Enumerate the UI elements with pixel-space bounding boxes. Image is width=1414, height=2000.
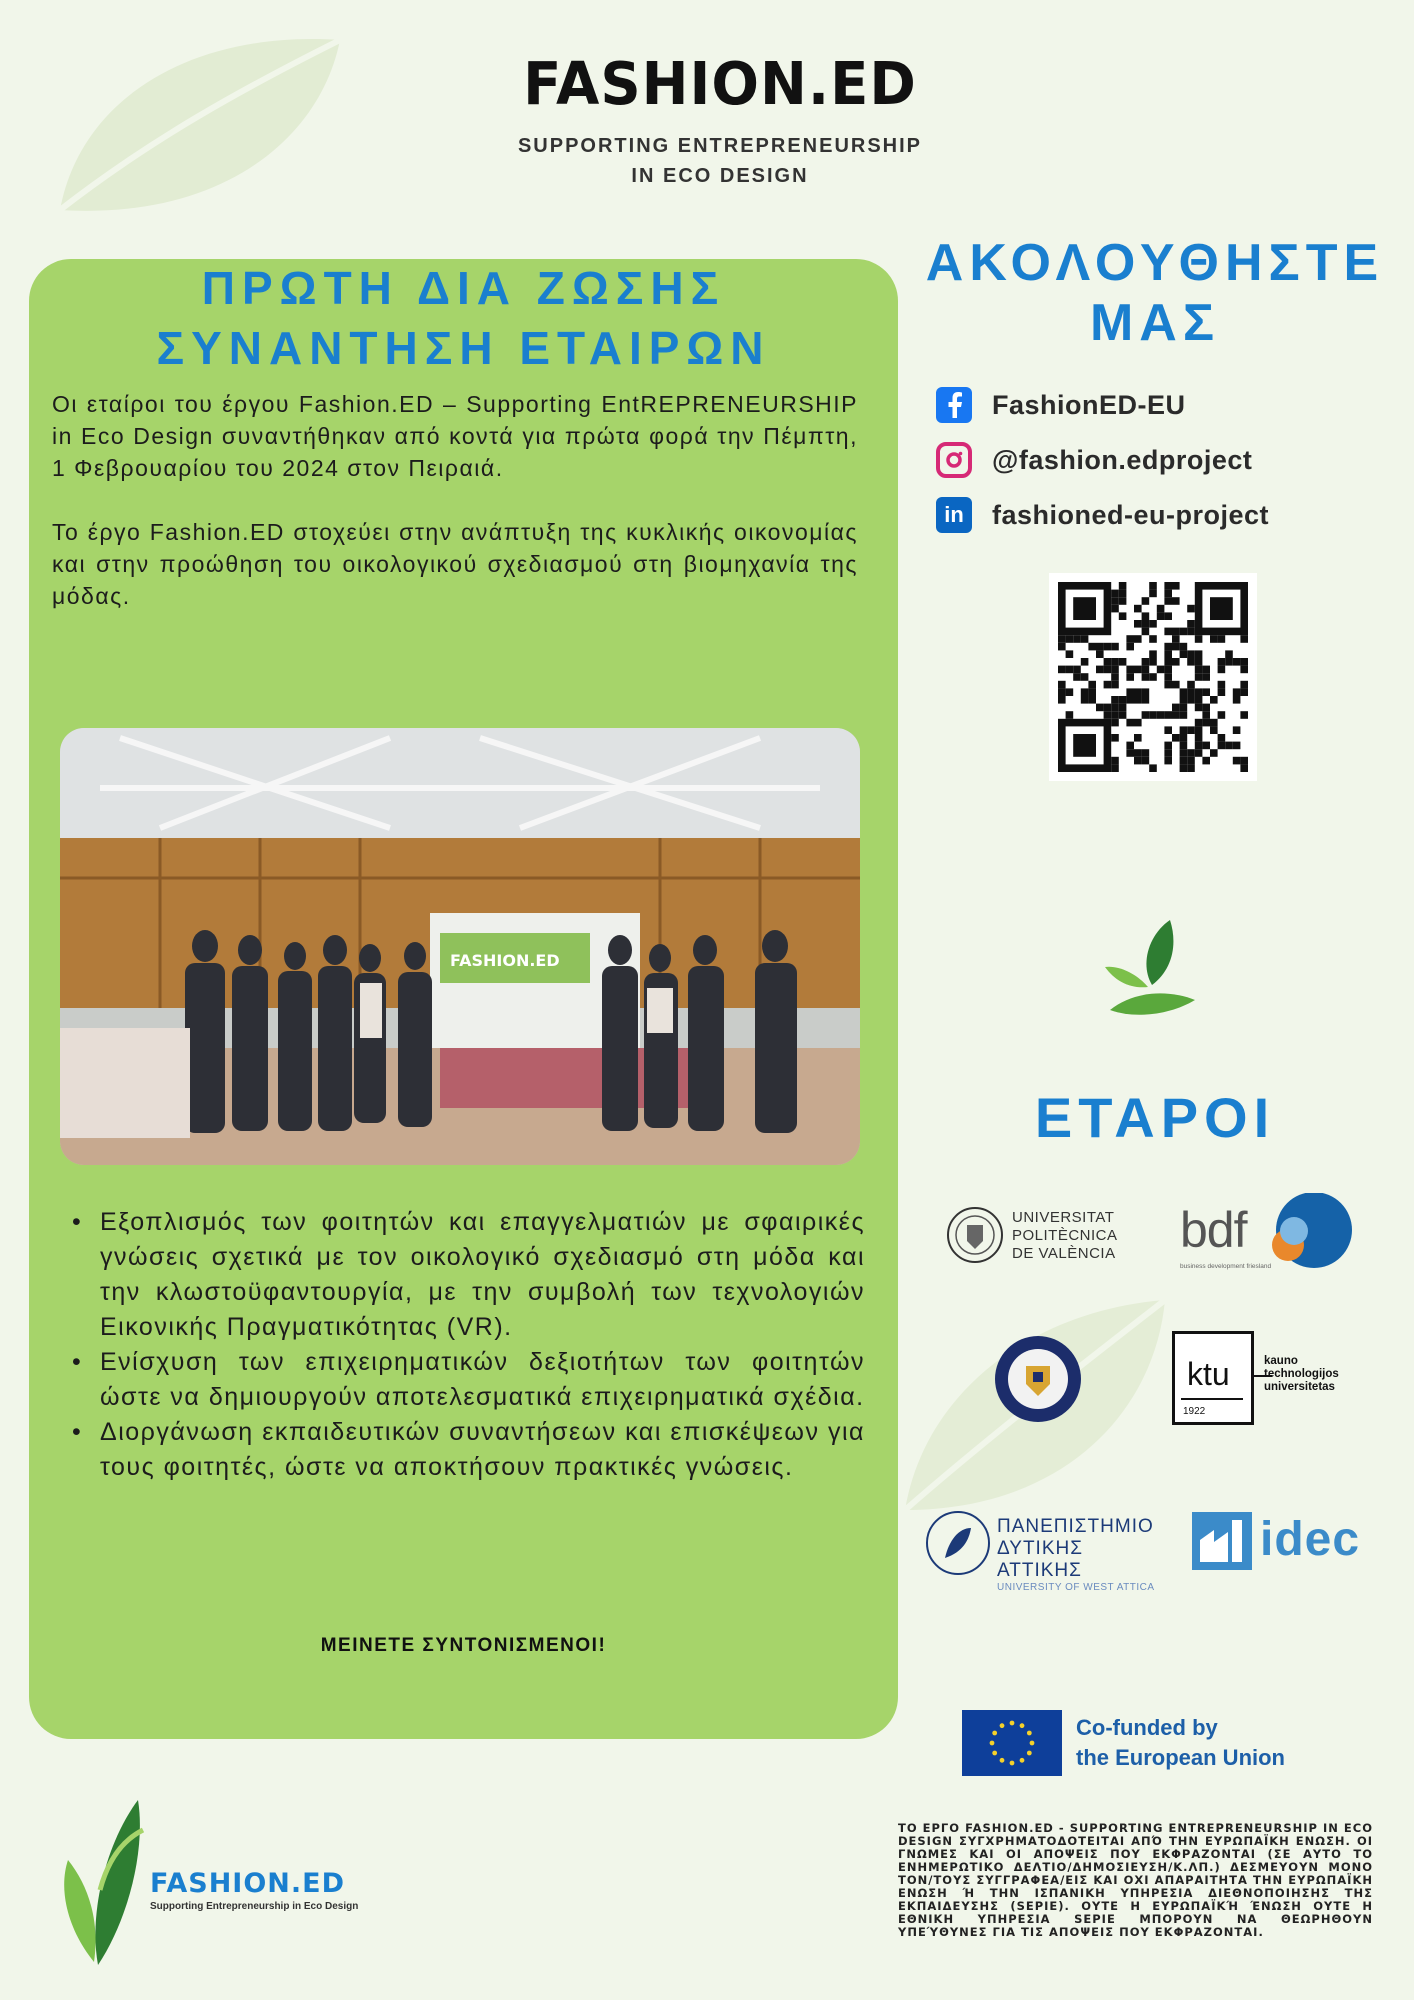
ktu-line: technologijos: [1264, 1368, 1339, 1380]
idec-name: idec: [1260, 1513, 1361, 1566]
uniwa-line: ΠΑΝΕΠΙΣΤΗΜΙΟ: [997, 1516, 1154, 1537]
ktu-name: [1264, 1355, 1339, 1394]
footer-brand-name: FASHION.ED: [150, 1868, 345, 1899]
ktu-divider: [1181, 1398, 1243, 1400]
brand-title: FASHION.ED: [523, 50, 917, 119]
intro-text: [52, 388, 858, 612]
upv-name: [1012, 1209, 1118, 1263]
intro-paragraph-1: Οι εταίροι του έργου Fashion.ED – Supporting EntREPRENEURSHIP in Eco Design συναντήθηκαν από κοντά για πρώτα φορά την Πέμπτη, 1 Φεβρουαρίου του 2024 στον Πειραιά.: [52, 391, 858, 481]
follow-title-line-1: ΑΚΟΛΟΥΘΗΣΤΕ: [925, 234, 1385, 292]
intro-paragraph-2: Το έργο Fashion.ED στοχεύει στην ανάπτυξη της κυκλικής οικονομίας και στην προώθηση του οικολογικού σχεδιασμού στη βιομηχανία της μόδας.: [52, 519, 858, 609]
goal-item: • Εξοπλισμός των φοιτητών και επαγγελματιών με σφαιρικές γνώσεις σχετικά με τον οικολογικό σχεδιασμό στη μόδα και την κλωστοϋφαντουργία, με την συμβολή των τεχνολογιών Εικονικής Πραγματικότητας (VR).: [70, 1205, 865, 1345]
eu-flag-icon: [962, 1710, 1062, 1776]
ktu-year: 1922: [1183, 1406, 1206, 1417]
upv-line: DE VALÈNCIA: [1012, 1245, 1116, 1262]
goals-list: [70, 1205, 865, 1485]
uniwa-name: [997, 1516, 1170, 1593]
leaf-logo-icon: [1100, 915, 1200, 1025]
goal-item: • Διοργάνωση εκπαιδευτικών συναντήσεων και επισκέψεων για τους φοιτητές, ώστε να αποκτήσουν πρακτικές γνώσεις.: [70, 1415, 865, 1485]
tagline-line-1: SUPPORTING ENTREPRENEURSHIP: [517, 135, 923, 157]
uniwa-line: UNIVERSITY OF WEST ATTICA: [997, 1582, 1155, 1593]
panel-title-line-2: ΣΥΝΑΝΤΗΣΗ ΕΤΑΙΡΩΝ: [156, 322, 771, 374]
page-header: [420, 52, 1020, 191]
goal-item: • Ενίσχυση των επιχειρηματικών δεξιοτήτων των φοιτητών ώστε να δημιουργούν αποτελεσματικά επιχειρηματικά σχέδια.: [70, 1345, 865, 1415]
funding-disclaimer: ΤΟ ΕΡΓΟ FASHION.ED - SUPPORTING ENTREPRENEURSHIP IN ECO DESIGN ΣΥΓΧΡΗΜΑΤΟΔΟΤΕΙΤΑΙ ΑΠΌ ΤΗΝ ΕΥΡΩΠΑΪΚΗ ΕΝΩΣΗ. ΟΙ ΓΝΩΜΕΣ ΚΑΙ ΟΙ ΑΠΟΨΕΙΣ ΠΟΥ ΕΚΦΡΑΖΟΝΤΑΙ (ΣΕ ΑΥΤΟ ΤΟ ΕΝΗΜΕΡΩΤΙΚΟ ΔΕΛΤΙΟ/ΔΗΜΟΣΙΕΥΣΗ/Κ.ΛΠ.) ΔΕΣΜΕΥΟΥΝ ΜΟΝΟ ΤΟΝ/ΤΟΥΣ ΣΥΓΓΡΑΦΕΑ/ΕΙΣ ΚΑΙ ΟΧΙ ΑΠΑΡΑΙΤΗΤΑ ΤΗΝ ΕΥΡΩΠΑΪΚΗ ΕΝΩΣΗ Ή ΤΗΝ ΙΣΠΑΝΙΚΗ ΥΠΗΡΕΣΙΑ ΔΙΕΘΝΟΠΟΙΗΣΗΣ ΤΗΣ ΕΚΠΑΙΔΕΥΣΗΣ (SEPIE). ΟΥΤΕ Η ΕΥΡΩΠΑΪΚΉ ΈΝΩΣΗ ΟΥΤΕ Η ΕΘΝΙΚΗ ΥΠΗΡΕΣΙΑ SEPIE ΜΠΟΡΟΥΝ ΝΑ ΘΕΩΡΗΘΟΥΝ ΥΠΕΎΘΥΝΕΣ ΓΙΑ ΤΙΣ ΑΠΟΨΕΙΣ ΠΟΥ ΕΚΦΡΑΖΟΝΤΑΙ.: [898, 1821, 1373, 1939]
meeting-photo: [60, 728, 860, 1165]
qr-code[interactable]: [1049, 573, 1257, 781]
instagram-icon: [936, 442, 972, 478]
bdf-subtitle: business development friesland: [1180, 1263, 1272, 1270]
decorative-leaf-top-left: [40, 20, 360, 220]
partner-logo-idec[interactable]: [1192, 1512, 1392, 1572]
linkedin-icon: in: [936, 497, 972, 533]
social-label: @fashion.edproject: [992, 444, 1253, 475]
partner-logo-ktu[interactable]: [1172, 1331, 1362, 1426]
partner-logo-oradea[interactable]: [993, 1334, 1083, 1424]
footer-brand: [150, 1868, 358, 1912]
uniwa-line: ΔΥΤΙΚΗΣ ΑΤΤΙΚΗΣ: [997, 1538, 1083, 1581]
brand-tagline: [420, 131, 1020, 191]
upv-seal-icon: [945, 1205, 1005, 1265]
photo-screen-text: FASHION.ED: [450, 951, 560, 970]
footer-brand-tagline: Supporting Entrepreneurship in Eco Design: [150, 1901, 359, 1912]
follow-title-line-2: ΜΑΣ: [1089, 294, 1221, 352]
social-link-linkedin[interactable]: [936, 497, 1356, 533]
facebook-icon: [936, 387, 972, 423]
ktu-box: [1172, 1331, 1254, 1425]
idec-building-icon: [1192, 1512, 1252, 1570]
ktu-abbr: ktu: [1187, 1356, 1230, 1392]
uniwa-seal-icon: [925, 1510, 991, 1576]
bdf-name: bdf: [1180, 1202, 1247, 1258]
ktu-line: kauno: [1264, 1355, 1298, 1367]
social-label: fashioned-eu-project: [992, 499, 1270, 530]
eu-line-2: the European Union: [1076, 1745, 1285, 1770]
social-link-instagram[interactable]: [936, 442, 1356, 478]
social-link-facebook[interactable]: [936, 387, 1356, 423]
upv-line: UNIVERSITAT: [1012, 1209, 1115, 1226]
panel-title-line-1: ΠΡΩΤΗ ΔΙΑ ΖΩΣΗΣ: [201, 262, 726, 314]
eu-line-1: Co-funded by: [1076, 1715, 1218, 1740]
eu-cofunded: [1076, 1713, 1285, 1773]
upv-line: POLITÈCNICA: [1012, 1227, 1118, 1244]
panel-title: [29, 258, 898, 378]
ktu-line: universitetas: [1264, 1381, 1335, 1393]
partner-logo-upv[interactable]: [945, 1205, 1135, 1265]
closing-text: ΜΕΙΝΕΤΕ ΣΥΝΤΟΝΙΣΜΕΝΟΙ!: [320, 1635, 607, 1656]
partner-logo-uniwa[interactable]: [925, 1510, 1170, 1593]
tagline-line-2: IN ECO DESIGN: [631, 165, 809, 187]
social-label: FashionED-EU: [992, 389, 1186, 420]
follow-title: [895, 233, 1414, 353]
partner-logo-bdf[interactable]: [1178, 1193, 1358, 1273]
footer-leaf-logo-icon: [48, 1790, 148, 1970]
partners-title: ΕΤΑΡΟΙ: [1034, 1086, 1276, 1149]
